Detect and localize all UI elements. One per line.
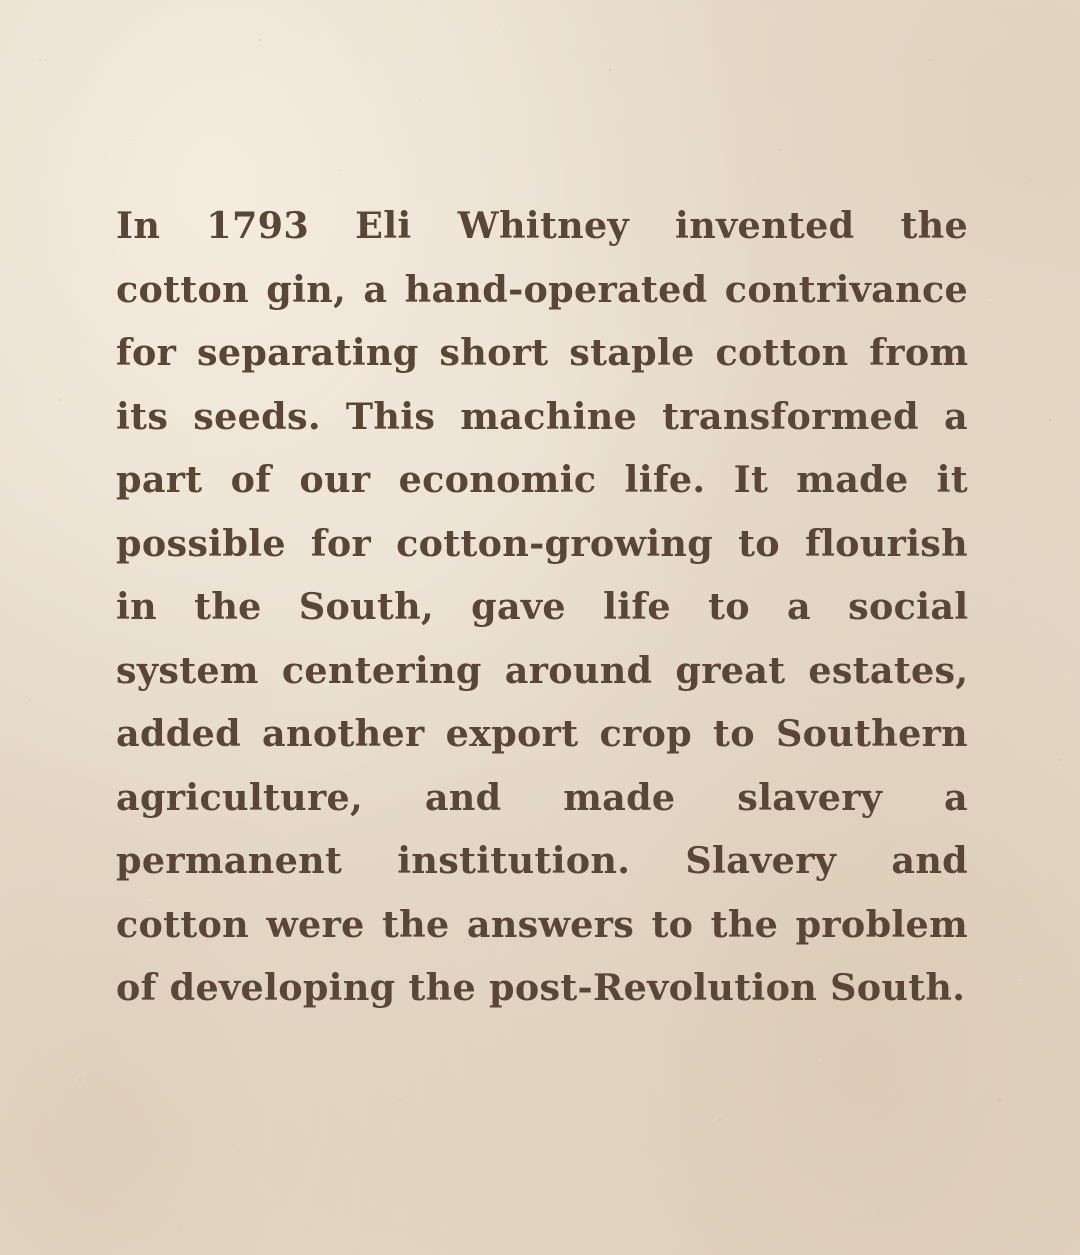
text-line-12: cotton were the answers to the problem: [116, 902, 968, 946]
text-line-6: possible for cotton-growing to flourish: [116, 521, 968, 565]
text-line-10: agriculture, and made slavery a: [116, 775, 968, 819]
text-line-3: for separating short staple cotton from: [116, 331, 969, 374]
text-line-7: in the South, gave life to a social: [116, 585, 969, 628]
text-line-13: of developing the post-Revolution South.: [116, 966, 966, 1009]
text-line-5: part of our economic life. It made it: [116, 458, 968, 501]
body-paragraph: [116, 194, 968, 1020]
text-line-4: its seeds. This machine transformed a: [116, 394, 968, 438]
text-line-8: system centering around great estates,: [116, 648, 969, 692]
text-line-2: cotton gin, a hand-operated contrivance: [116, 267, 968, 311]
text-line-9: added another export crop to Southern: [116, 712, 968, 755]
text-line-1: In 1793 Eli Whitney invented the: [116, 204, 968, 247]
text-line-11: permanent institution. Slavery and: [116, 839, 968, 882]
